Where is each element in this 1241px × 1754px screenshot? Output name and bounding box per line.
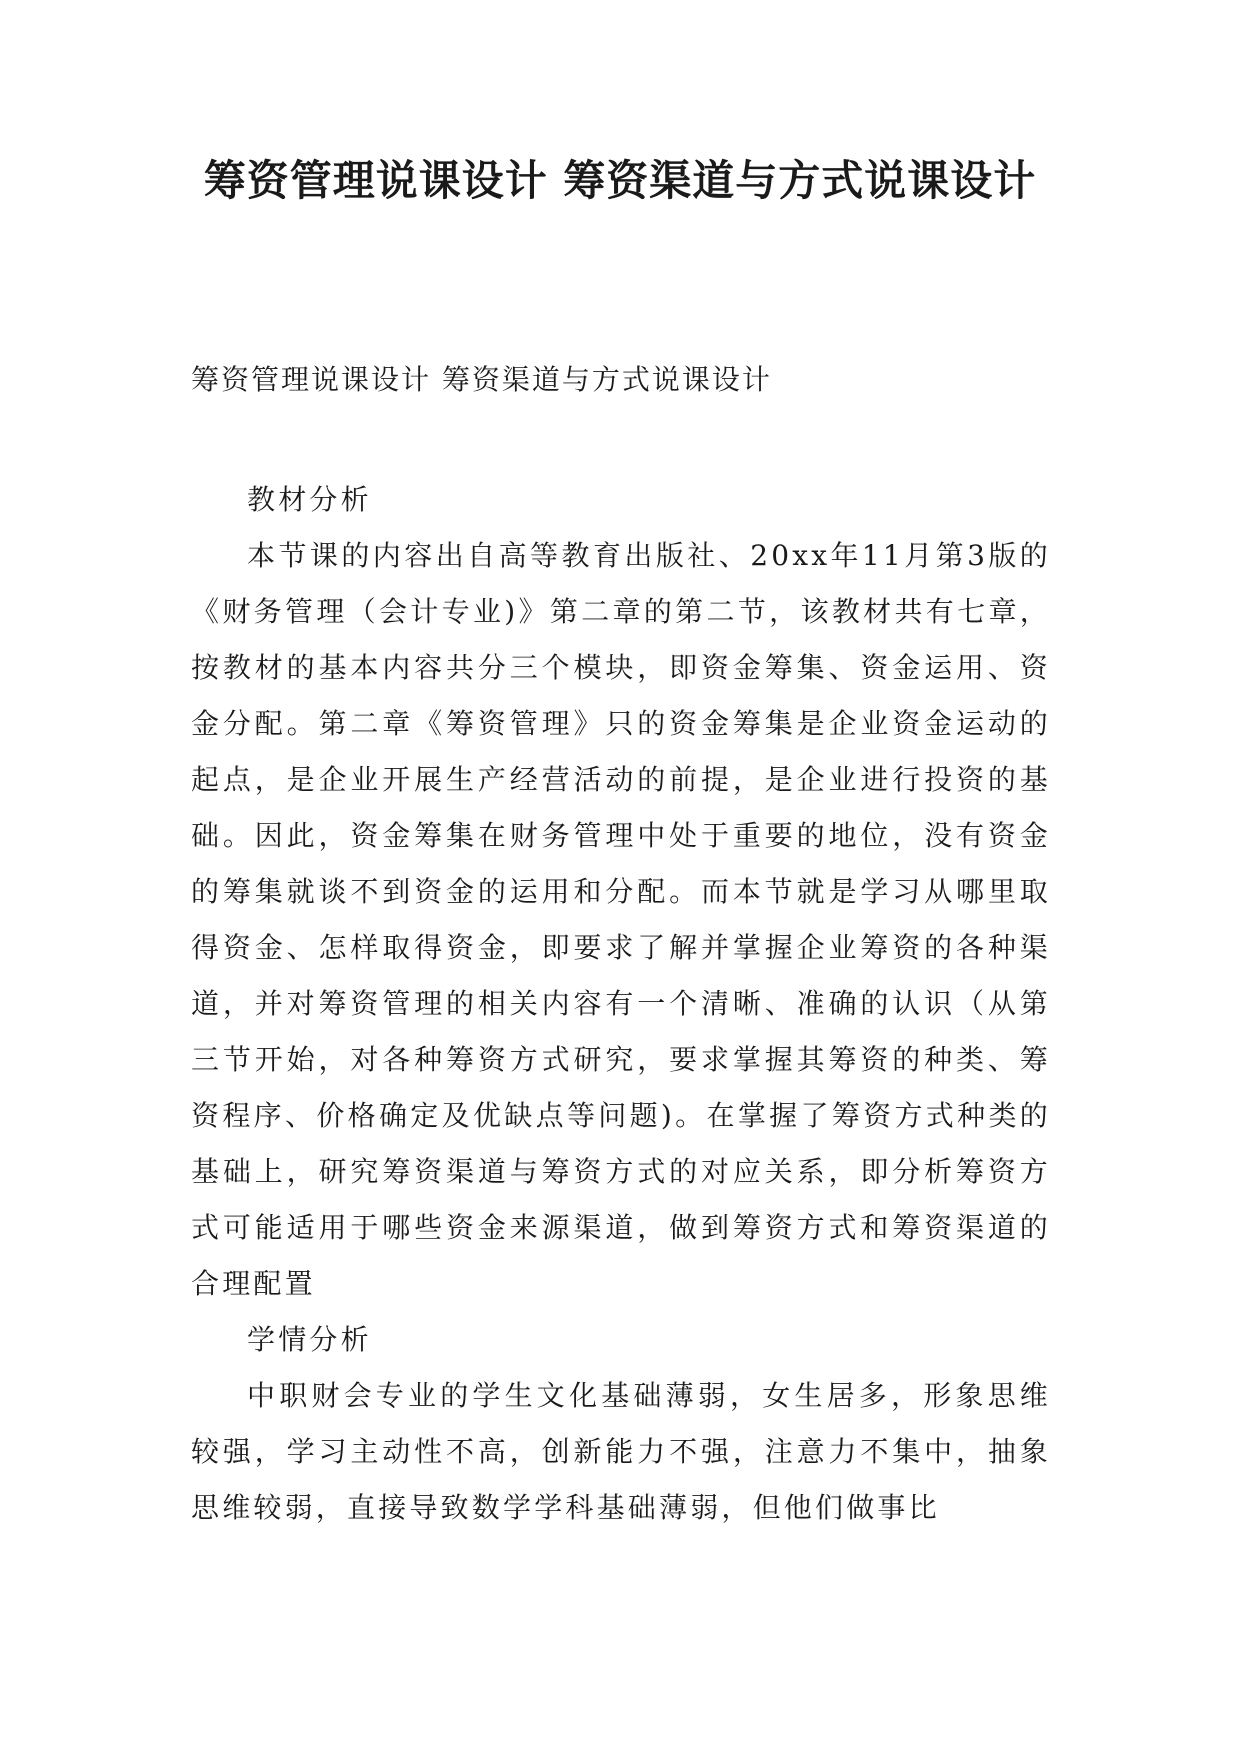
document-body xyxy=(191,472,1051,1536)
section-heading-textbook-analysis: 教材分析 xyxy=(247,483,372,516)
section-heading-student-analysis: 学情分析 xyxy=(247,1323,372,1356)
document-title: 筹资管理说课设计 筹资渠道与方式说课设计 xyxy=(203,156,1037,205)
section-paragraph-textbook-analysis: 本节课的内容出自高等教育出版社、20xx年11月第3版的《财务管理（会计专业)》第二章的第二节，该教材共有七章，按教材的基本内容共分三个模块，即资金筹集、资金运用、资金分配。第二章《筹资管理》只的资金筹集是企业资金运动的起点，是企业开展生产经营活动的前提，是企业进行投资的基础。因此，资金筹集在财务管理中处于重要的地位，没有资金的筹集就谈不到资金的运用和分配。而本节就是学习从哪里取得资金、怎样取得资金，即要求了解并掌握企业筹资的各种渠道，并对筹资管理的相关内容有一个清晰、准确的认识（从第三节开始，对各种筹资方式研究，要求掌握其筹资的种类、筹资程序、价格确定及优缺点等问题)。在掌握了筹资方式种类的基础上，研究筹资渠道与筹资方式的对应关系，即分析筹资方式可能适用于哪些资金来源渠道，做到筹资方式和筹资渠道的合理配置 xyxy=(191,539,1051,1300)
section-paragraph-student-analysis: 中职财会专业的学生文化基础薄弱，女生居多，形象思维较强，学习主动性不高，创新能力不强，注意力不集中，抽象思维较弱，直接导致数学学科基础薄弱，但他们做事比 xyxy=(191,1379,1051,1524)
document-subtitle: 筹资管理说课设计 筹资渠道与方式说课设计 xyxy=(191,363,772,396)
